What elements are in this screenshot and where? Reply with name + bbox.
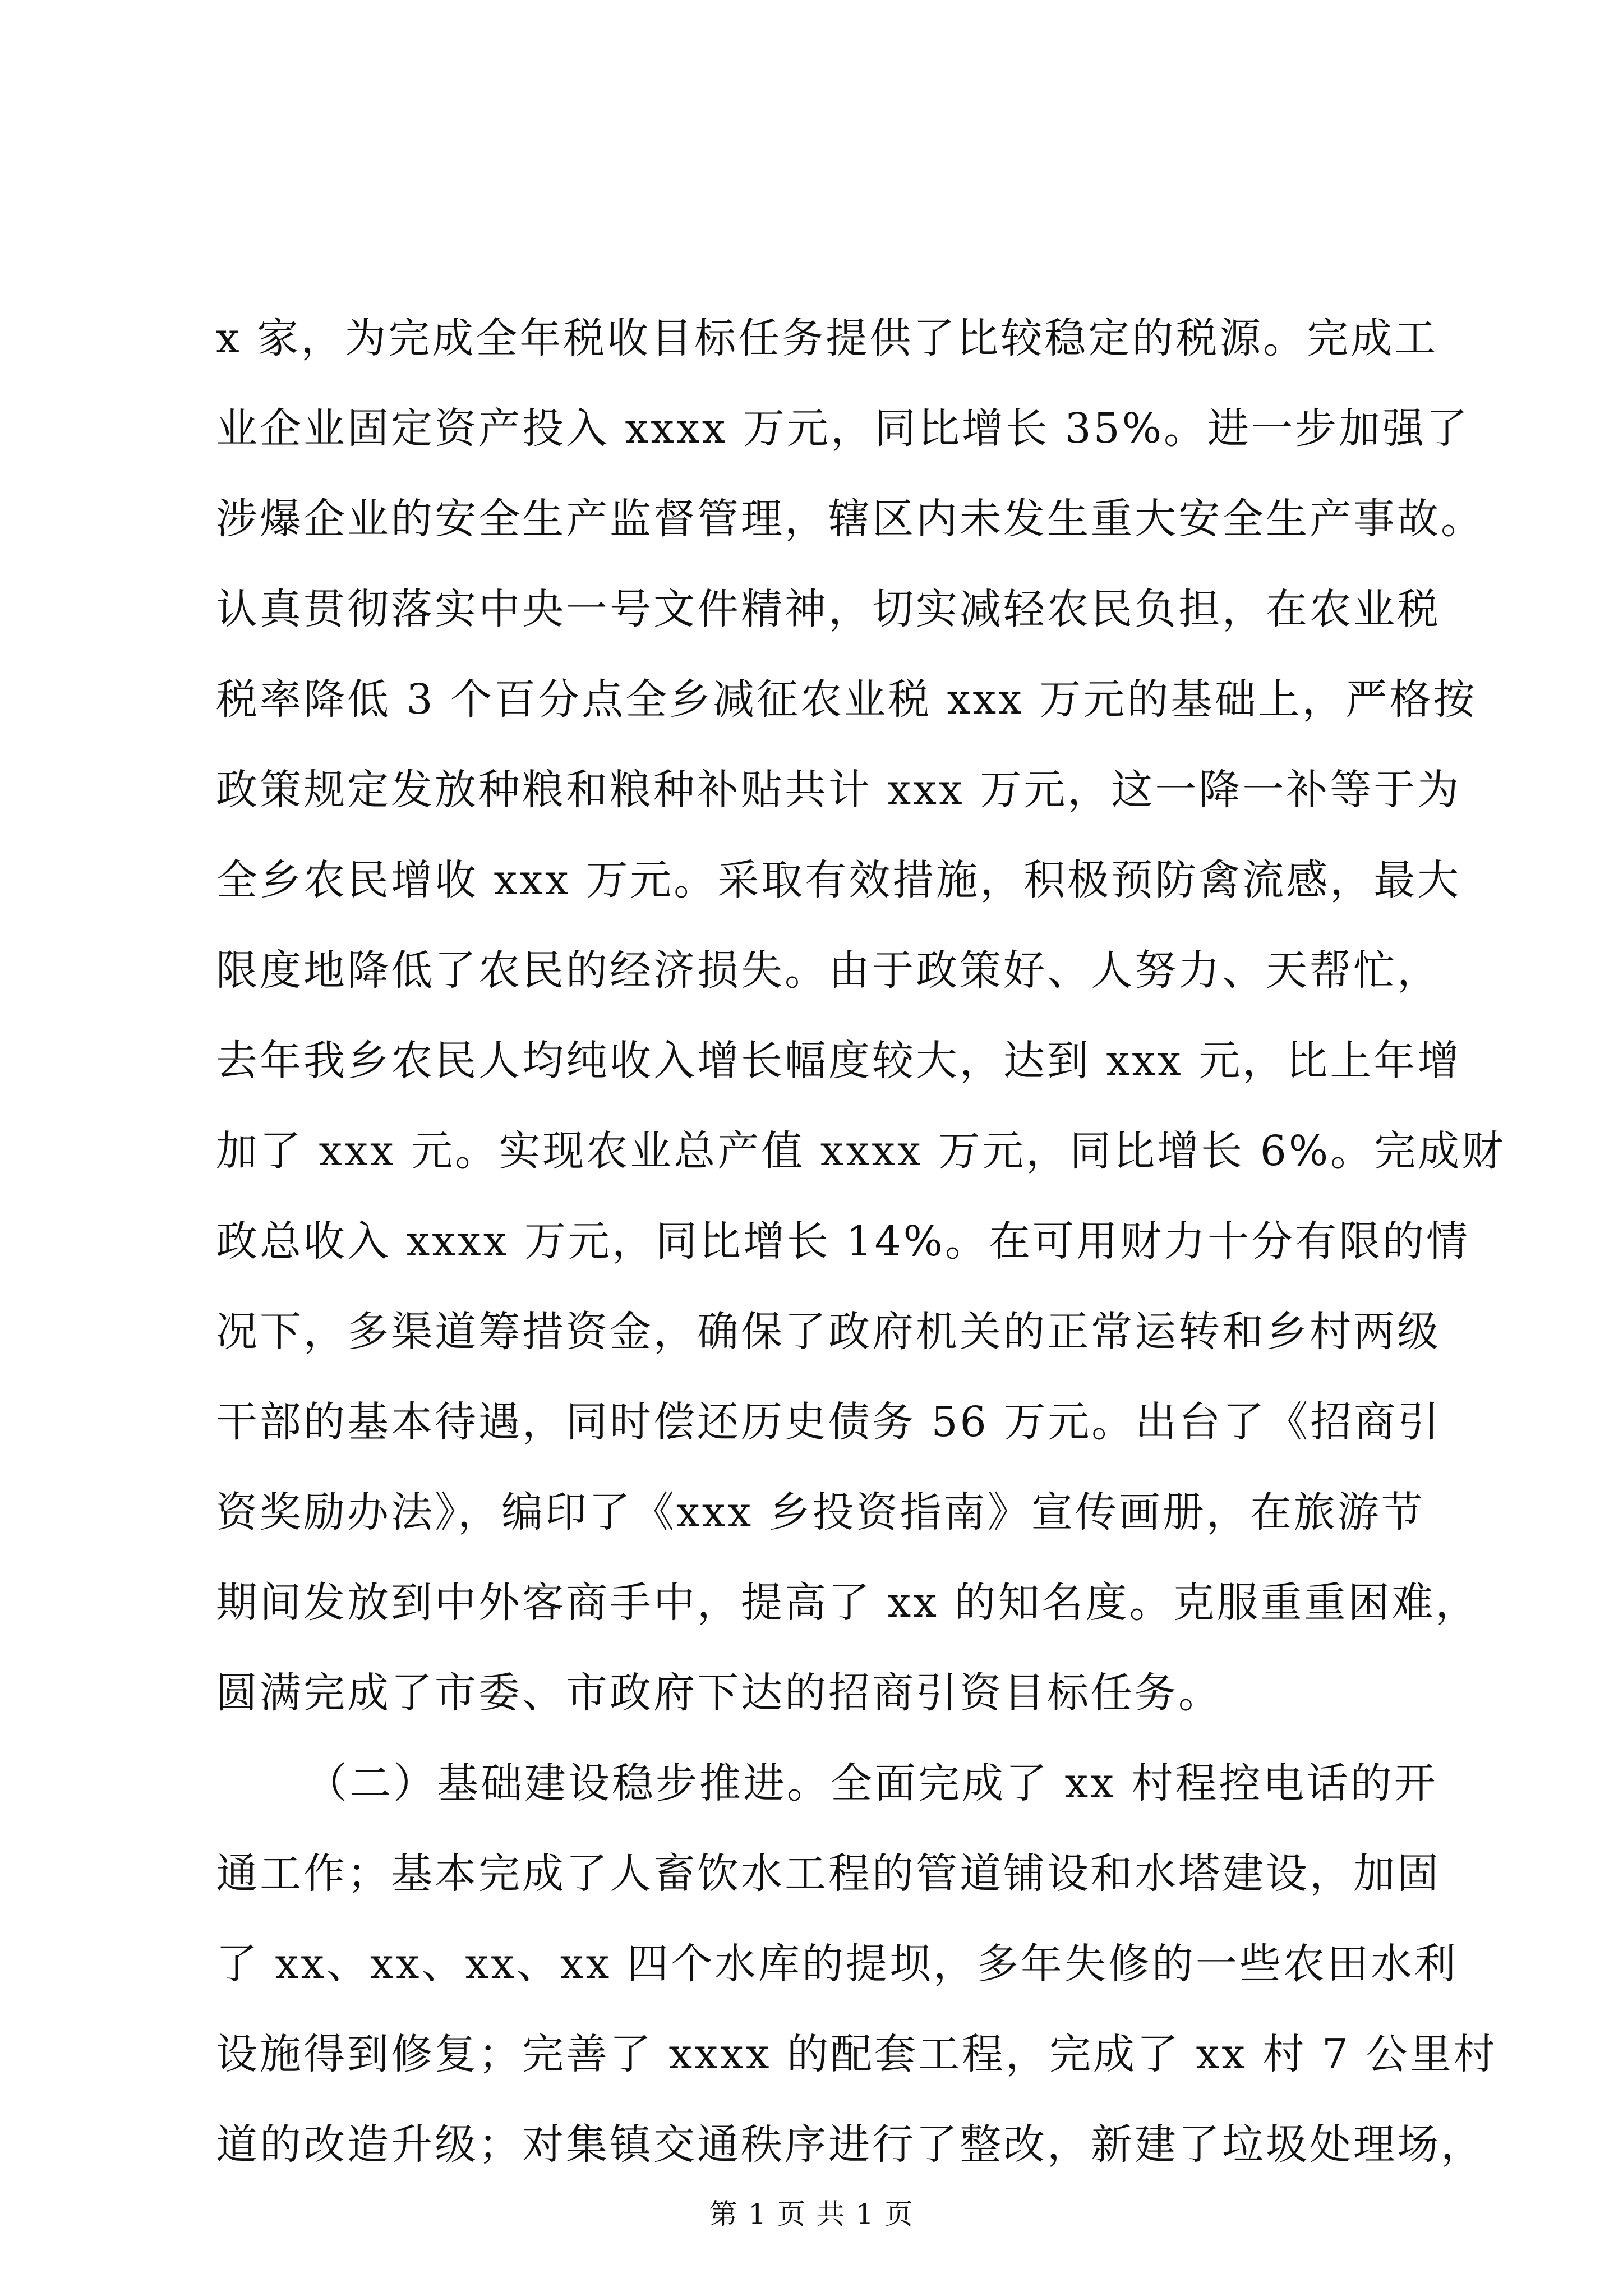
text-line: 政策规定发放种粮和粮种补贴共计 xxx 万元，这一降一补等于为 [216, 766, 1461, 814]
text-line: 政总收入 xxxx 万元，同比增长 14%。在可用财力十分有限的情 [216, 1217, 1470, 1266]
paragraph-start-line: （二）基础建设稳步推进。全面完成了 xx 村程控电话的开 [306, 1759, 1438, 1807]
text-line: 通工作；基本完成了人畜饮水工程的管道铺设和水塔建设，加固 [216, 1849, 1441, 1898]
text-line: 况下，多渠道筹措资金，确保了政府机关的正常运转和乡村两级 [216, 1308, 1441, 1356]
text-line: 设施得到修复；完善了 xxxx 的配套工程，完成了 xx 村 7 公里村 [216, 2030, 1497, 2078]
text-line: 全乡农民增收 xxx 万元。采取有效措施，积极预防禽流感，最大 [216, 856, 1461, 904]
text-line: 业企业固定资产投入 xxxx 万元，同比增长 35%。进一步加强了 [216, 404, 1470, 453]
text-line: 涉爆企业的安全生产监督管理，辖区内未发生重大安全生产事故。 [216, 495, 1484, 543]
text-line: 期间发放到中外客商手中，提高了 xx 的知名度。克服重重困难， [216, 1579, 1479, 1627]
text-line: 圆满完成了市委、市政府下达的招商引资目标任务。 [216, 1669, 1222, 1717]
text-line: 去年我乡农民人均纯收入增长幅度较大，达到 xxx 元，比上年增 [216, 1037, 1461, 1085]
text-line: 资奖励办法》，编印了《xxx 乡投资指南》宣传画册，在旅游节 [216, 1488, 1425, 1536]
text-line: 了 xx、xx、xx、xx 四个水库的提坝，多年失修的一些农田水利 [216, 1940, 1458, 1988]
page-number: 第 1 页 共 1 页 [709, 2198, 914, 2230]
text-line: 税率降低 3 个百分点全乡减征农业税 xxx 万元的基础上，严格按 [216, 675, 1477, 724]
text-line: 道的改造升级；对集镇交通秩序进行了整改，新建了垃圾处理场， [216, 2120, 1484, 2169]
text-line: 认真贯彻落实中央一号文件精神，切实减轻农民负担，在农业税 [216, 585, 1441, 633]
text-line: 干部的基本待遇，同时偿还历史债务 56 万元。出台了《招商引 [216, 1398, 1442, 1446]
text-line: x 家，为完成全年税收目标任务提供了比较稳定的税源。完成工 [216, 314, 1438, 362]
text-line: 加了 xxx 元。实现农业总产值 xxxx 万元，同比增长 6%。完成财 [216, 1127, 1506, 1175]
text-line: 限度地降低了农民的经济损失。由于政策好、人努力、天帮忙， [216, 946, 1441, 995]
